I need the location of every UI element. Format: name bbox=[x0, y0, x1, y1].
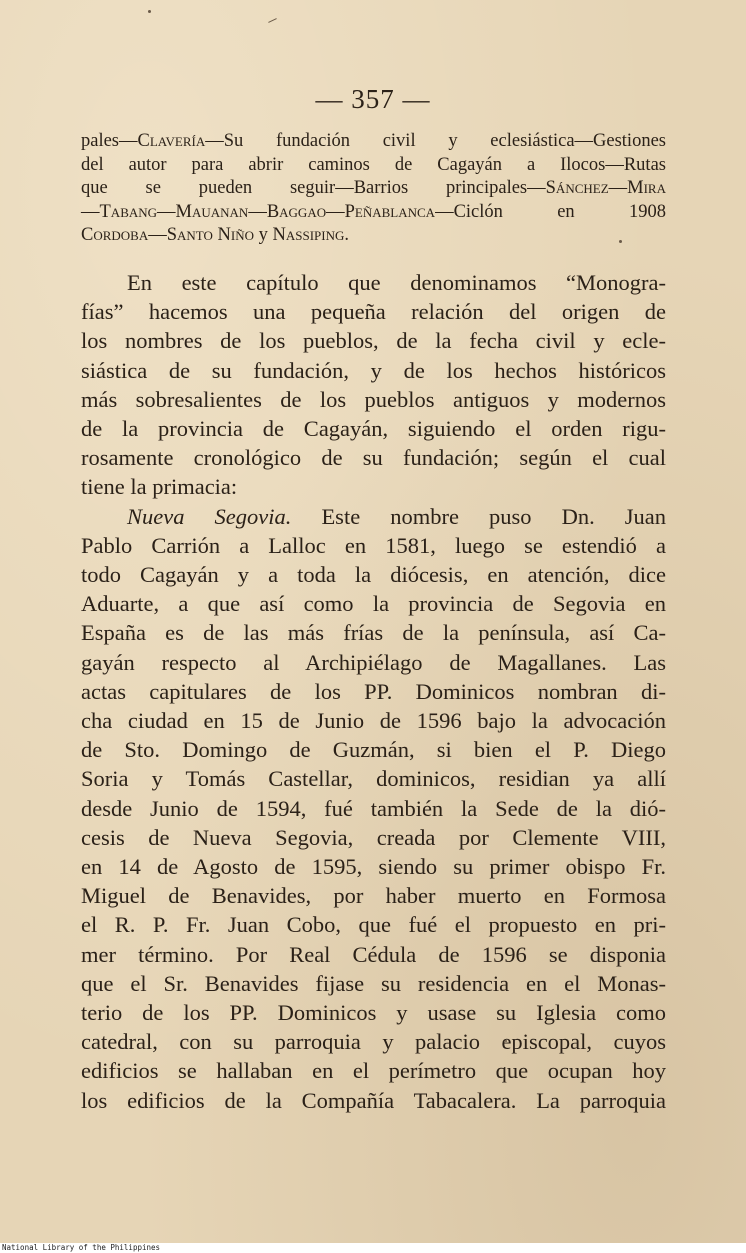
body-text: Aduarte, a que así como la provincia de Segovia en bbox=[81, 591, 666, 617]
body-text: de Sto. Domingo de Guzmán, si bien el P. Diego bbox=[81, 737, 666, 763]
body-text: cesis de Nueva Segovia, creada por Clemente VIII, bbox=[81, 824, 666, 850]
summary-line bbox=[81, 130, 666, 154]
body-line bbox=[81, 385, 666, 414]
summary-text: — bbox=[608, 178, 628, 199]
body-line bbox=[81, 677, 666, 706]
body-line bbox=[81, 443, 666, 472]
body-line bbox=[81, 969, 666, 998]
summary-text: Nassiping. bbox=[272, 225, 349, 246]
body-text: fías” hacemos una pequeña relación del origen de bbox=[81, 299, 666, 325]
summary-text: del autor para abrir caminos de Cagayán a Ilocos—Rutas bbox=[81, 154, 666, 175]
body-text: terio de los PP. Dominicos y usase su Iglesia como bbox=[81, 1000, 666, 1026]
body-line bbox=[81, 764, 666, 793]
summary-text: Mauanan bbox=[175, 201, 249, 222]
summary-text: Sánchez bbox=[545, 178, 609, 199]
body-text: los edificios de la Compañía Tabacalera. La parroquia bbox=[81, 1087, 666, 1113]
body-line bbox=[81, 618, 666, 647]
summary-text: Baggao bbox=[266, 201, 327, 222]
summary-line bbox=[81, 154, 666, 178]
body-line bbox=[81, 1027, 666, 1056]
body-line bbox=[81, 356, 666, 385]
summary-text: — bbox=[81, 201, 100, 222]
body-line bbox=[81, 414, 666, 443]
summary-text: — bbox=[248, 201, 267, 222]
body-text: en 14 de Agosto de 1595, siendo su primer obispo Fr. bbox=[81, 854, 666, 880]
body-text: España es de las más frías de la península, así Ca- bbox=[81, 620, 666, 646]
body-text: Miguel de Benavides, por haber muerto en Formosa bbox=[81, 883, 666, 909]
body-line bbox=[81, 648, 666, 677]
body-text: siástica de su fundación, y de los hechos históricos bbox=[81, 357, 666, 383]
body-line bbox=[81, 1056, 666, 1085]
summary-text: Mira bbox=[627, 178, 666, 199]
summary-line bbox=[81, 224, 666, 248]
body-text: catedral, con su parroquia y palacio episcopal, cuyos bbox=[81, 1029, 666, 1055]
summary-text: y bbox=[253, 225, 273, 246]
body-text: En este capítulo que denominamos “Monogra- bbox=[127, 270, 666, 295]
library-watermark: National Library of the Philippines bbox=[2, 1243, 161, 1252]
body-line bbox=[81, 502, 666, 531]
body-line bbox=[81, 297, 666, 326]
body-text: Este nombre puso Dn. Juan bbox=[291, 503, 666, 529]
summary-text: — bbox=[326, 201, 345, 222]
body-text: mer término. Por Real Cédula de 1596 se disponia bbox=[81, 941, 666, 967]
body-line bbox=[81, 268, 666, 297]
body-text: que el Sr. Benavides fijase su residencia en el Monas- bbox=[81, 970, 666, 996]
summary-line bbox=[81, 201, 666, 225]
body-line bbox=[81, 823, 666, 852]
summary-text: —Su fundación civil y eclesiástica—Gestiones bbox=[205, 131, 666, 151]
body-line bbox=[81, 706, 666, 735]
body-text: todo Cagayán y a toda la diócesis, en atención, dice bbox=[81, 562, 666, 588]
body-line bbox=[81, 560, 666, 589]
body-text: actas capitulares de los PP. Dominicos nombran di- bbox=[81, 678, 666, 704]
body-line bbox=[81, 589, 666, 618]
chapter-summary bbox=[81, 130, 666, 248]
summary-text: Clavería bbox=[137, 131, 206, 151]
body-text bbox=[81, 268, 666, 1115]
summary-text: Tabang bbox=[99, 201, 158, 222]
body-text: rosamente cronológico de su fundación; según el cual bbox=[81, 445, 666, 471]
body-text: desde Junio de 1594, fué también la Sede de la dió- bbox=[81, 795, 666, 821]
summary-line bbox=[81, 177, 666, 201]
summary-text: pales— bbox=[81, 131, 138, 151]
body-text: cha ciudad en 15 de Junio de 1596 bajo la advocación bbox=[81, 708, 666, 734]
body-line bbox=[81, 852, 666, 881]
body-text: el R. P. Fr. Juan Cobo, que fué el propuesto en pri- bbox=[81, 912, 666, 938]
body-text: más sobresalientes de los pueblos antiguos y modernos bbox=[81, 386, 666, 412]
body-text: Pablo Carrión a Lalloc en 1581, luego se estendió a bbox=[81, 532, 666, 558]
body-line bbox=[81, 940, 666, 969]
body-line bbox=[81, 531, 666, 560]
summary-text: que se pueden seguir—Barrios principales— bbox=[81, 178, 546, 199]
body-text: gayán respecto al Archipiélago de Magallanes. Las bbox=[81, 649, 666, 675]
body-text: de la provincia de Cagayán, siguiendo el orden rigu- bbox=[81, 416, 666, 442]
summary-text: Peñablanca bbox=[344, 201, 436, 222]
body-line bbox=[81, 1086, 666, 1115]
body-text: Nueva Segovia. bbox=[127, 503, 292, 529]
body-line bbox=[81, 472, 666, 501]
ink-speck bbox=[268, 18, 277, 23]
body-text: los nombres de los pueblos, de la fecha civil y ecle- bbox=[81, 328, 666, 354]
body-line bbox=[81, 794, 666, 823]
summary-text: — bbox=[157, 201, 176, 222]
summary-text: Cordoba bbox=[81, 225, 149, 246]
body-line bbox=[81, 735, 666, 764]
body-line bbox=[81, 881, 666, 910]
ink-speck bbox=[148, 10, 151, 13]
summary-text: — bbox=[148, 225, 167, 246]
body-line bbox=[81, 326, 666, 355]
page-number: — 357 — bbox=[315, 84, 431, 114]
summary-text: —Ciclón en 1908 bbox=[435, 201, 666, 222]
body-text: Soria y Tomás Castellar, dominicos, residian ya allí bbox=[81, 766, 666, 792]
body-text: edificios se hallaban en el perímetro que ocupan hoy bbox=[81, 1058, 666, 1084]
summary-text: Santo Niño bbox=[166, 225, 254, 246]
body-line bbox=[81, 910, 666, 939]
body-line bbox=[81, 998, 666, 1027]
body-text: tiene la primacia: bbox=[81, 474, 238, 500]
